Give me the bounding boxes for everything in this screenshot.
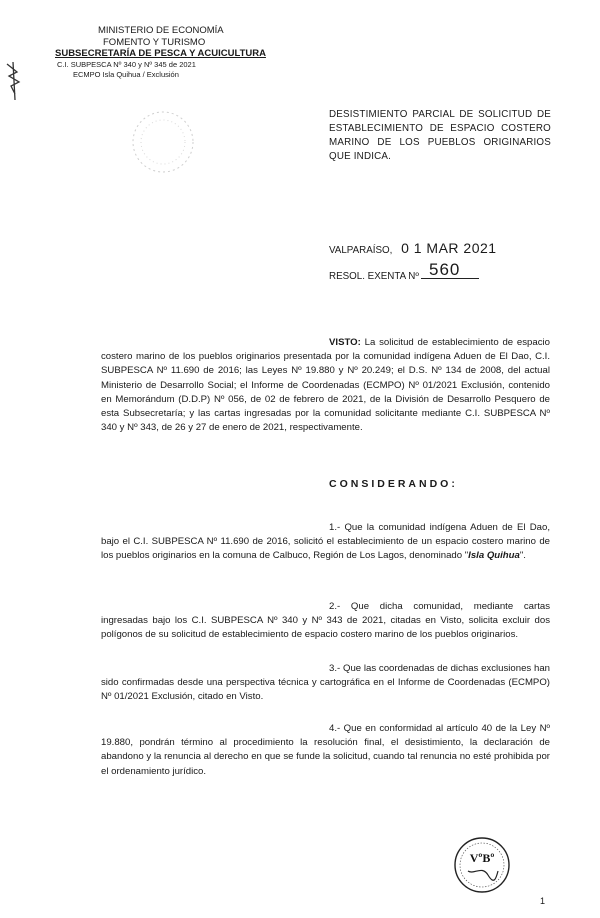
- considerando-item-4: [101, 722, 550, 779]
- undersecretariat-name: SUBSECRETARÍA DE PESCA Y ACUICULTURA: [55, 48, 266, 59]
- letterhead: [55, 25, 315, 80]
- resolution-label: RESOL. EXENTA Nº: [329, 271, 419, 282]
- item-text-tail: ".: [519, 550, 526, 562]
- item-text: Que en conformidad al artículo 40 de la Ley Nº 19.880, pondrán término al procedimiento la resolución final, el desistimiento, la declaración de abandono y la renuncia al derecho en que se funde la solicitud, cuando tal renuncia no esté prohibida por el ordenamiento jurídico.: [101, 723, 550, 777]
- ministry-subname: FOMENTO Y TURISMO: [103, 36, 206, 48]
- reference-ecmpo: ECMPO Isla Quihua / Exclusión: [73, 69, 179, 79]
- item-number: 3.-: [329, 663, 341, 674]
- resolution-number-line: [329, 260, 479, 282]
- page-number: 1: [540, 896, 546, 906]
- date-stamp: 0 1 MAR 2021: [401, 240, 497, 256]
- item-text: Que las coordenadas de dichas exclusiones han sido confirmadas desde una perspectiva técnica y cartográfica en el Informe de Coordenadas (ECMPO) Nº 01/2021 Exclusión, citado en Visto.: [101, 663, 551, 703]
- item-number: 1.-: [329, 522, 341, 533]
- item-text: Que la comunidad indígena Aduen de El Dao, bajo el C.I. SUBPESCA Nº 11.690 de 2016, solicitó el establecimiento de un espacio costero marino de los pueblos originarios en la comuna de Calbuco, Región de Los Lagos, denominado ": [101, 522, 551, 562]
- stamp-text: VºBº: [469, 851, 495, 865]
- considerando-item-3: [101, 662, 550, 705]
- resolution-number: 560: [429, 260, 461, 279]
- visto-text: La solicitud de establecimiento de espacio costero marino de los pueblos originarios presentada por la comunidad indígena Aduen de El Dao, C.I. SUBPESCA Nº 11.690 de 2016; las Leyes Nº 19.880 y Nº 20.249; el D.S. Nº 134 de 2008, del actual Ministerio de Desarrollo Social; el Informe de Coordenadas (ECMPO) Nº 01/2021 Exclusión, contenido en Memorándum (D.D.P) Nº 056, de 02 de febrero de 2021, de la División de Desarrollo Pesquero de esta Subsecretaría; y las cartas ingresadas por la comunidad solicitante mediante C.I. SUBPESCA Nº 340 y Nº 343, de 26 y 27 de enero de 2021, respectivamente.: [101, 337, 550, 434]
- item-italic-name: Isla Quihua: [468, 550, 520, 562]
- item-number: 4.-: [329, 723, 341, 734]
- considerando-heading: CONSIDERANDO:: [329, 478, 458, 490]
- visto-label: VISTO:: [329, 337, 361, 348]
- item-text: Que dicha comunidad, mediante cartas ingresadas bajo los C.I. SUBPESCA Nº 340 y Nº 343 de 2021, citadas en Visto, solicita excluir dos polígonos de su solicitud de establecimiento de espacio costero marino de los pueblos originarios.: [101, 601, 551, 641]
- resolution-title: DESISTIMIENTO PARCIAL DE SOLICITUD DE ESTABLECIMIENTO DE ESPACIO COSTERO MARINO DE LOS PUEBLOS ORIGINARIOS QUE INDICA.: [329, 109, 551, 162]
- considerando-item-1: [101, 521, 550, 564]
- ministry-name: MINISTERIO DE ECONOMÍA: [98, 25, 224, 36]
- place-date: [329, 240, 497, 256]
- visto-paragraph: [101, 336, 550, 435]
- margin-signature-icon: [3, 60, 25, 106]
- considerando-item-2: [101, 600, 550, 643]
- city-label: VALPARAÍSO,: [329, 245, 393, 256]
- faded-seal-icon: [128, 107, 198, 177]
- item-number: 2.-: [329, 601, 341, 612]
- approval-stamp-icon: [452, 835, 512, 895]
- reference-ci: C.I. SUBPESCA Nº 340 y Nº 345 de 2021: [57, 59, 196, 69]
